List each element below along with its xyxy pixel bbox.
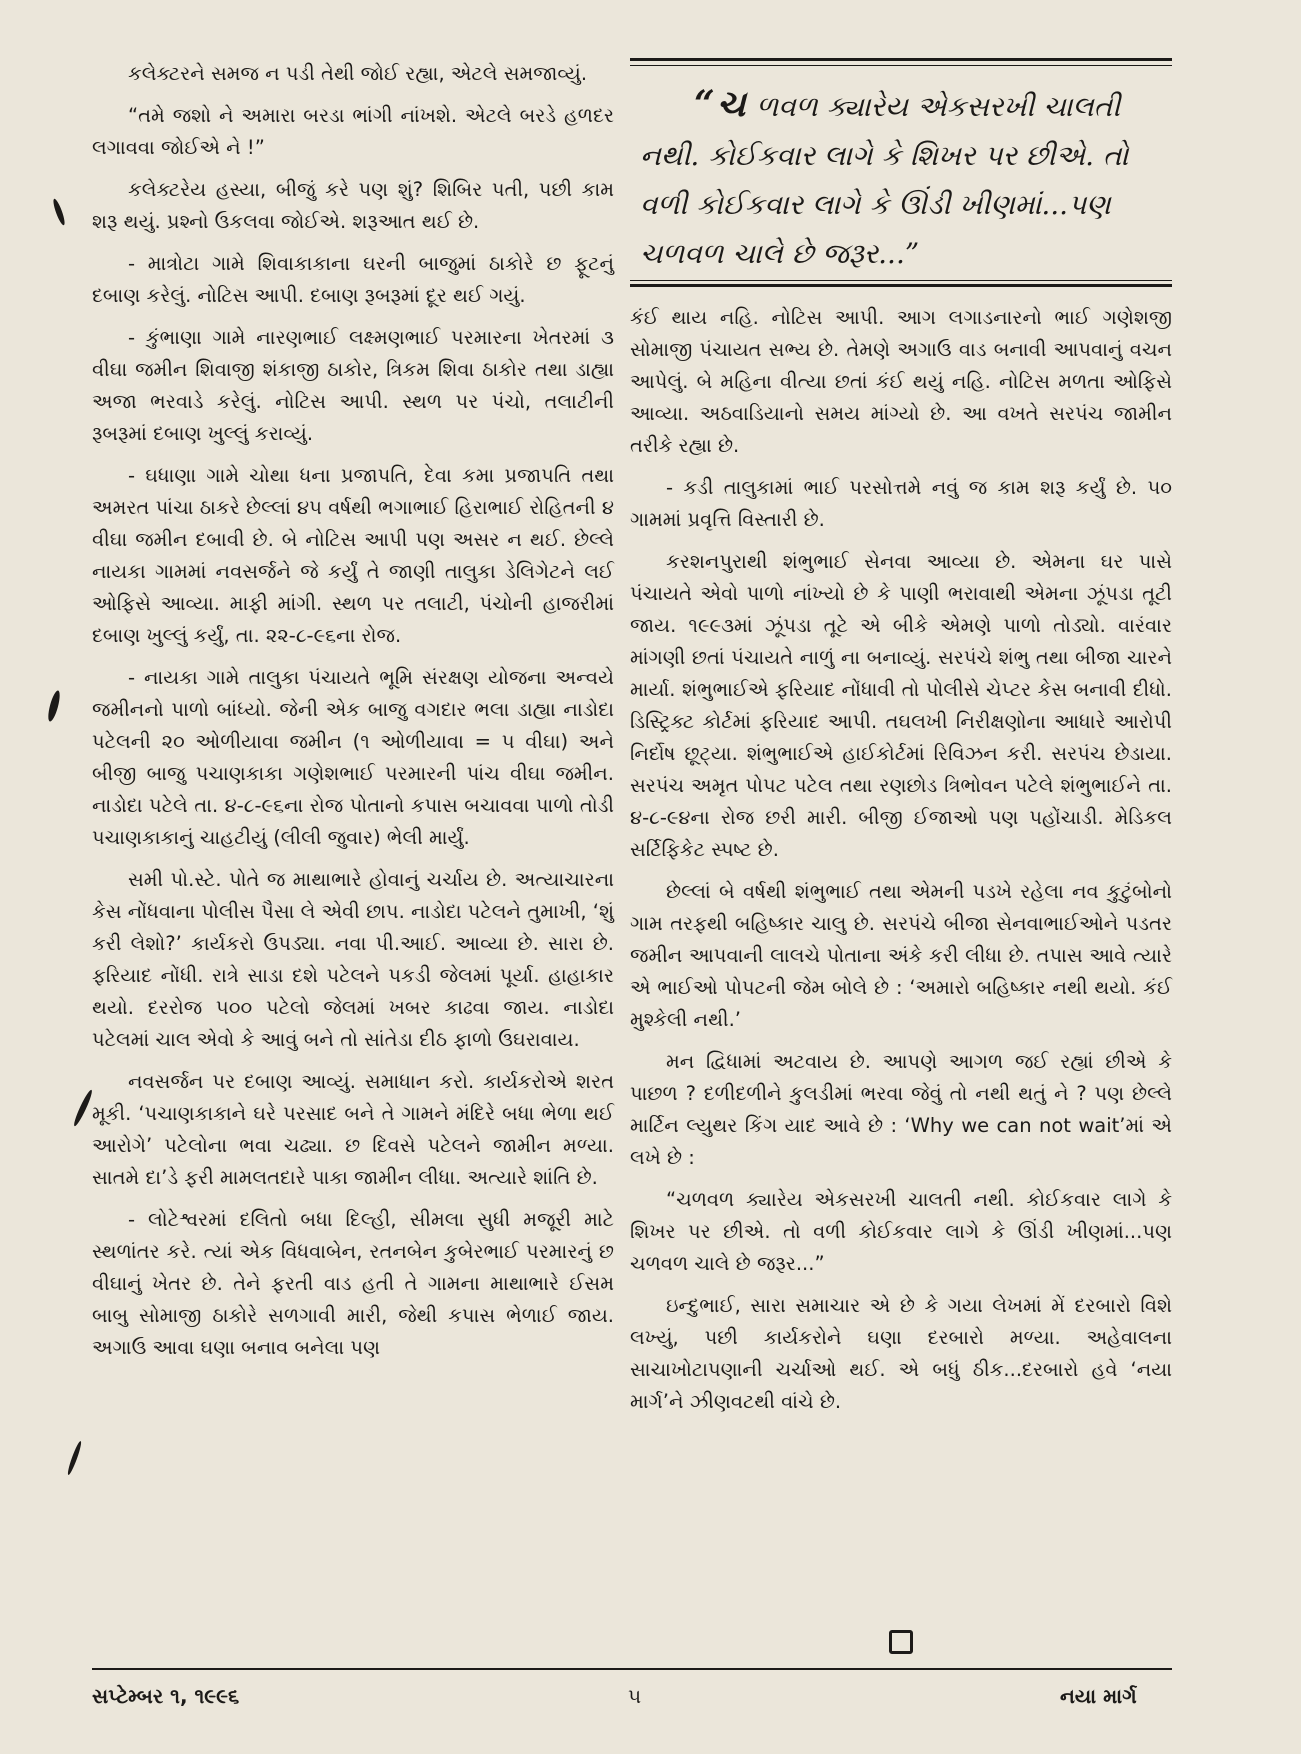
- left-paragraph-5: - કુંભાણા ગામે નારણભાઈ લક્ષ્મણભાઈ પરમારના ખેતરમાં ૩ વીઘા જમીન શિવાજી શંકાજી ઠાકોર, ત્રિકમ શિવા ઠાકોર તથા ડાહ્યા અજા ભરવાડે કરેલું. નોટિસ આપી. સ્થળ પર પંચો, તલાટીની રૂબરૂમાં દબાણ ખુલ્લું કરાવ્યું.: [92, 326, 614, 445]
- pullquote-line-1: [640, 80, 1160, 131]
- right-column: [630, 302, 1172, 1428]
- right-paragraph-1: કંઈ થાય નહિ. નોટિસ આપી. આગ લગાડનારનો ભાઈ ગણેશજી સોમાજી પંચાયત સભ્ય છે. તેમણે અગાઉ વાડ બનાવી આપવાનું વચન આપેલું. બે મહિના વીત્યા છતાં કંઈ થયું નહિ. નોટિસ મળતા ઓફિસે આવ્યા. અઠવાડિયાનો સમય માંગ્યો છે. આ વખતે સરપંચ જામીન તરીકે રહ્યા છે.: [630, 306, 1172, 457]
- left-paragraph-6: - ઘધાણા ગામે ચોથા ધના પ્રજાપતિ, દેવા કમા પ્રજાપતિ તથા અમરત પાંચા ઠાકરે છેલ્લાં ૪૫ વર્ષથી ભગાભાઈ હિરાભાઈ રોહિતની ૪ વીઘા જમીન દબાવી છે. બે નોટિસ આપી પણ અસર ન થઈ. છેલ્લે નાયકા ગામમાં નવસર્જને જે કર્યું તે જાણી તાલુકા ડેલિગેટને લઈ ઓફિસે આવ્યા. માફી માંગી. સ્થળ પર તલાટી, પંચોની હાજરીમાં દબાણ ખુલ્લું કર્યું, તા. ૨૨-૮-૯૬ના રોજ.: [92, 464, 614, 647]
- margin-mark-3: [72, 1089, 94, 1128]
- left-column: [92, 58, 614, 1374]
- left-paragraph-9: નવસર્જન પર દબાણ આવ્યું. સમાધાન કરો. કાર્યકરોએ શરત મૂકી. ‘પચાણકાકાને ઘરે પરસાદ બને તે ગામને મંદિરે બધા ભેળા થઈ આરોગે’ પટેલોના ભવા ચઢ્યા. છ દિવસે પટેલને જામીન મળ્યા. સાતમે દા’ડે ફરી મામલતદારે પાકા જામીન લીધા. અત્યારે શાંતિ છે.: [92, 1070, 614, 1189]
- pullquote-open: “ચ: [694, 83, 748, 125]
- page-number: ૫: [628, 1684, 642, 1708]
- left-paragraph-2: “તમે જશો ને અમારા બરડા ભાંગી નાંખશે. એટલે બરડે હળદર લગાવવા જોઈએ ને !”: [92, 104, 614, 159]
- footer-rule: [92, 1668, 1172, 1670]
- pullquote-line-4: ચળવળ ચાલે છે જરૂર...”: [640, 237, 920, 270]
- left-paragraph-3: કલેક્ટરેય હસ્યા, બીજું કરે પણ શું? શિબિર પતી, પછી કામ શરૂ થયું. પ્રશ્નો ઉકલવા જોઈએ. શરૂઆત થઈ છે.: [92, 178, 614, 233]
- pullquote-bottom-rule-thin: [630, 280, 1172, 281]
- footer-date: સપ્ટેમ્બર ૧, ૧૯૯૬: [92, 1684, 240, 1708]
- end-of-article-mark: [889, 1630, 913, 1654]
- left-paragraph-1: કલેક્ટરને સમજ ન પડી તેથી જોઈ રહ્યા, એટલે સમજાવ્યું.: [128, 62, 588, 85]
- left-paragraph-8: સમી પો.સ્ટે. પોતે જ માથાભારે હોવાનું ચર્ચાય છે. અત્યાચારના કેસ નોંધવાના પોલીસ પૈસા લે એવી છાપ. નાડોદા પટેલને તુમાખી, ‘શું કરી લેશો?’ કાર્યકરો ઉપડ્યા. નવા પી.આઈ. આવ્યા છે. સારા છે. ફરિયાદ નોંધી. રાત્રે સાડા દશે પટેલને પકડી જેલમાં પૂર્યા. હાહાકાર થયો. દરરોજ ૫૦૦ પટેલો જેલમાં ખબર કાઢવા જાય. નાડોદા પટેલમાં ચાલ એવો કે આવું બને તો સાંતેડા દીઠ ફાળો ઉઘરાવાય.: [92, 868, 614, 1051]
- pullquote-line-2: નથી. કોઈકવાર લાગે કે શિખર પર છીએ. તો: [640, 139, 1129, 172]
- pullquote-top-rule: [630, 58, 1172, 61]
- right-paragraph-4: છેલ્લાં બે વર્ષથી શંભુભાઈ તથા એમની પડખે રહેલા નવ કુટુંબોનો ગામ તરફથી બહિષ્કાર ચાલુ છે. સરપંચે બીજા સેનવાભાઈઓને પડતર જમીન આપવાની લાલચે પોતાના અંકે કરી લીધા છે. તપાસ આવે ત્યારે એ ભાઈઓ પોપટની જેમ બોલે છે : ‘અમારો બહિષ્કાર નથી થયો. કંઈ મુશ્કેલી નથી.’: [630, 880, 1172, 1031]
- pullquote-bottom-rule: [630, 284, 1172, 287]
- pullquote-line-1-text: ળવળ ક્યારેય એકસરખી ચાલતી: [756, 90, 1121, 123]
- pullquote: [640, 80, 1160, 278]
- margin-mark-2: [46, 690, 62, 723]
- right-paragraph-2: - કડી તાલુકામાં ભાઈ પરસોત્તમે નવું જ કામ શરૂ કર્યું છે. ૫૦ ગામમાં પ્રવૃત્તિ વિસ્તારી છે.: [630, 476, 1172, 531]
- publication-name: નયા માર્ગ: [1060, 1684, 1137, 1708]
- right-paragraph-7: ઇન્દુભાઈ, સારા સમાચાર એ છે કે ગયા લેખમાં મેં દરબારો વિશે લખ્યું, પછી કાર્યકરોને ઘણા દરબારો મળ્યા. અહેવાલના સાચાખોટાપણાની ચર્ચાઓ થઈ. એ બધું ઠીક...દરબારો હવે ‘નયા માર્ગ’ને ઝીણવટથી વાંચે છે.: [630, 1294, 1172, 1413]
- left-paragraph-7: - નાયકા ગામે તાલુકા પંચાયતે ભૂમિ સંરક્ષણ યોજના અન્વયે જમીનનો પાળો બાંધ્યો. જેની એક બાજુ વગદાર ભલા ડાહ્યા નાડોદા પટેલની ૨૦ ઓળીયાવા જમીન (૧ ઓળીયાવા = ૫ વીઘા) અને બીજી બાજુ પચાણકાકા ગણેશભાઈ પરમારની પાંચ વીઘા જમીન. નાડોદા પટેલે તા. ૪-૮-૯૬ના રોજ પોતાનો કપાસ બચાવવા પાળો તોડી પચાણકાકાનું ચાહટીયું (લીલી જુવાર) ભેલી માર્યું.: [92, 666, 614, 849]
- pullquote-top-rule-thin: [630, 65, 1172, 66]
- left-paragraph-10: - લોટેશ્વરમાં દલિતો બધા દિલ્હી, સીમલા સુધી મજૂરી માટે સ્થળાંતર કરે. ત્યાં એક વિધવાબેન, રતનબેન કુબેરભાઈ પરમારનું છ વીઘાનું ખેતર છે. તેને ફરતી વાડ હતી તે ગામના માથાભારે ઈસમ બાબુ સોમાજી ઠાકોરે સળગાવી મારી, જેથી કપાસ ભેળાઈ જાય. અગાઉ આવા ઘણા બનાવ બનેલા પણ: [92, 1208, 614, 1359]
- pullquote-line-3: વળી કોઈકવાર લાગે કે ઊંડી ખીણમાં...પણ: [640, 188, 1111, 221]
- right-paragraph-5: મન દ્વિધામાં અટવાય છે. આપણે આગળ જઈ રહ્યાં છીએ કે પાછળ ? દળીદળીને કુલડીમાં ભરવા જેવું તો નથી થતું ને ? પણ છેલ્લે માર્ટિન લ્યુથર કિંગ યાદ આવે છે : ‘Why we can not wait’માં એ લખે છે :: [630, 1050, 1172, 1169]
- left-paragraph-4: - માત્રોટા ગામે શિવાકાકાના ઘરની બાજુમાં ઠાકોરે છ ફૂટનું દબાણ કરેલું. નોટિસ આપી. દબાણ રૂબરૂમાં દૂર થઈ ગયું.: [92, 252, 614, 307]
- right-paragraph-6: “ચળવળ ક્યારેય એકસરખી ચાલતી નથી. કોઈકવાર લાગે કે શિખર પર છીએ. તો વળી કોઈકવાર લાગે કે ઊંડી ખીણમાં...પણ ચળવળ ચાલે છે જરૂર...”: [630, 1188, 1172, 1275]
- margin-mark-1: [51, 198, 66, 226]
- margin-mark-4: [66, 1440, 83, 1476]
- right-paragraph-3: કરશનપુરાથી શંભુભાઈ સેનવા આવ્યા છે. એમના ઘર પાસે પંચાયતે એવો પાળો નાંખ્યો છે કે પાણી ભરાવાથી એમના ઝૂંપડા તૂટી જાય. ૧૯૯૩માં ઝૂંપડા તૂટે એ બીકે એમણે પાળો તોડ્યો. વારંવાર માંગણી છતાં પંચાયતે નાળું ના બનાવ્યું. સરપંચે શંભુ તથા બીજા ચારને માર્યા. શંભુભાઈએ ફરિયાદ નોંધાવી તો પોલીસે ચેપ્ટર કેસ બનાવી દીધો. ડિસ્ટ્રિક્ટ કોર્ટમાં ફરિયાદ આપી. તઘલખી નિરીક્ષણોના આધારે આરોપી નિર્દોષ છૂટ્યા. શંભુભાઈએ હાઈકોર્ટમાં રિવિઝન કરી. સરપંચ છેડાયા. સરપંચ અમૃત પોપટ પટેલ તથા રણછોડ ત્રિભોવન પટેલે શંભુભાઈને તા. ૪-૮-૯૪ના રોજ છરી મારી. બીજી ઈજાઓ પણ પહોંચાડી. મેડિકલ સર્ટિફિકેટ સ્પષ્ટ છે.: [630, 550, 1172, 861]
